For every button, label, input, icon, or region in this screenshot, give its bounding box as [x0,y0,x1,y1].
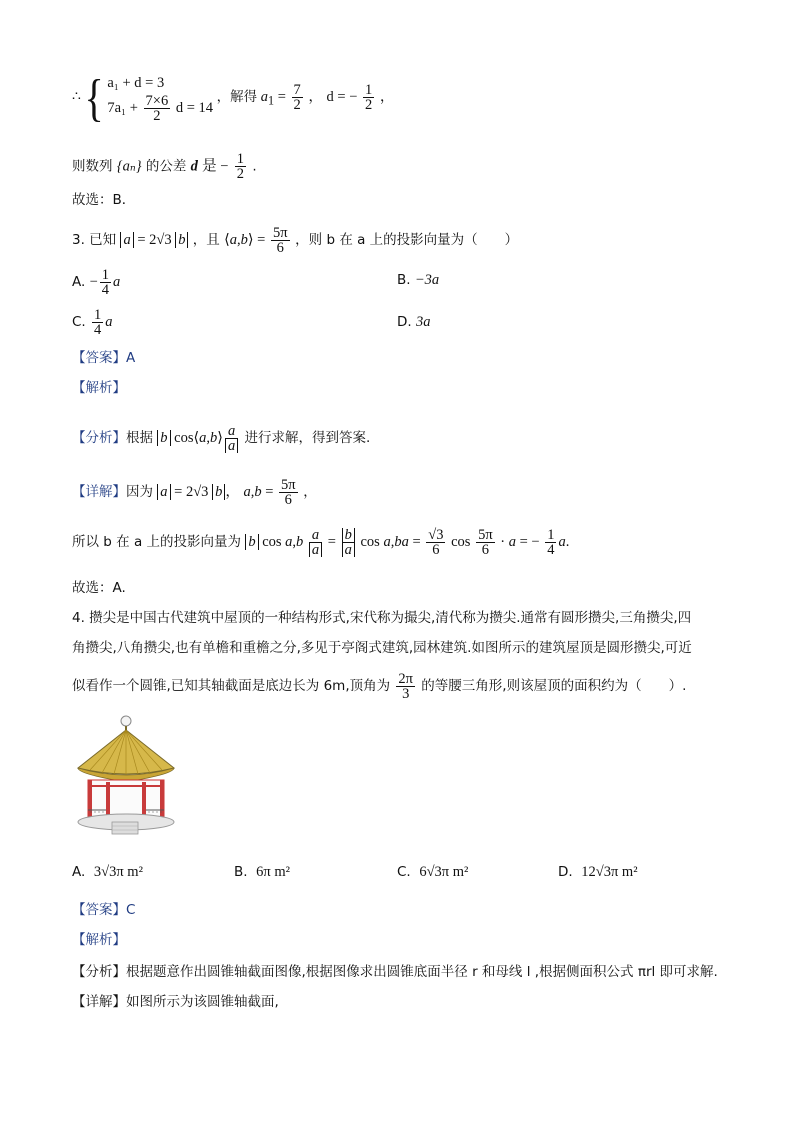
q3-option-a-sign: − [89,273,98,290]
q3-option-b-label: B. [397,272,411,288]
d-den: 2 [365,97,373,113]
q3-result-r3-den: 4 [547,542,555,558]
q3-xiangjie-tag: 【详解】 [72,483,126,500]
q4-line3 [72,668,686,704]
choose-line-2: 故选：A. [72,580,126,596]
q4-option-b [234,864,290,881]
q3-result: 所以 b 在 a 上的投影向量为 b cos a,b $\frac{a}{a}$ = $\frac{b}{a}$ cos a,ba = $\frac{√3}{6}$ cos $\frac{5\pi}{6}$ · a = − $\frac{1}{4}$ a. [72,527,570,558]
d-prefix: ， d = − [308,88,358,105]
q3-result-r2-num: 5π [478,527,493,543]
conclusion-d: d [190,158,198,175]
q4-option-c [397,864,468,881]
conclusion-is: 是 − [202,158,229,175]
q3-option-a-num: 1 [101,267,110,283]
system-eq2-b: d = 14 [175,99,214,116]
q4-answer: 【答案】C [72,902,136,918]
q3-fenxi-text1: 根据 [126,429,153,446]
q3-result-cos-1: cos [262,533,282,550]
q4-option-c-label: C. [397,864,411,880]
q3-prefix: 3. 已知 [72,231,117,248]
q4-angle-den: 3 [402,685,410,702]
q3-result-prefix: 所以 b 在 a 上的投影向量为 [72,533,242,550]
q4-option-a [72,864,143,881]
q3-xiangjie-text1: 因为 [126,483,153,500]
q3-analysis-label: 【解析】 [72,380,126,396]
solution-system: ∴ { a₁ + d = 3 7a₁ + $\frac{7\times 6}{2}$ d = 14 ，解得 $a_1$ = $\frac{7}{2}$ ， d = − $\frac{1}{2}$ ， [72,67,395,127]
q3-result-r2-den: 6 [481,542,489,558]
choose-line-1: 故选：B． [72,192,136,208]
q3-mid: ，且 [192,231,220,248]
q4-option-a-label: A. [72,864,86,880]
conclusion-den: 2 [236,166,245,182]
q4-line1: 4. 攒尖是中国古代建筑中屋顶的一种结构形式,宋代称为撮尖,清代称为攒尖.通常有圆形攒尖,三角攒尖,四 [72,610,692,626]
q3-option-a-den: 4 [101,282,110,298]
system-frac-den: 2 [153,108,161,124]
q4-line2: 角攒尖,八角攒尖,也有单檐和重檐之分,多见于亭阁式建筑,园林建筑.如图所示的建筑屋顶是圆形攒尖,可近 [72,640,692,656]
q4-fenxi: 【分析】根据题意作出圆锥轴截面图像,根据图像求出圆锥底面半径 r 和母线 l ,根据侧面积公式 πrl 即可求解. [72,964,718,980]
q3-xiangjie-eq: = 2√3 [174,483,209,500]
q3-answer: 【答案】A [72,350,136,366]
q4-option-a-value: 3√3π m² [93,864,143,880]
q3-fenxi: 【分析】根据 b cos⟨a,b⟩ $\frac{a}{a}$ 进行求解，得到答案. [72,423,371,454]
conclusion-end: . [252,158,257,175]
pavilion-image [70,712,182,842]
q3-option-d-value: 3a [415,314,431,330]
q3-xiangjie-end: ， [303,483,317,500]
q3-option-a-label: A. [72,273,86,290]
q3-result-r1-den: 6 [432,542,440,558]
system-eq1: a₁ + d = 3 [107,75,165,91]
q3-angle-den: 6 [276,240,284,256]
q3-option-d [397,314,430,331]
a1-den: 2 [293,97,301,113]
q3-option-c-den: 4 [94,322,102,338]
q3-option-d-label: D. [397,314,412,330]
q3-xiangjie-angle-num: 5π [281,477,296,493]
q3-result-r1-num: √3 [428,527,444,543]
q3-result-r3-num: 1 [547,527,555,543]
q3-option-c-num: 1 [94,307,102,323]
q4-analysis-label: 【解析】 [72,932,126,948]
solve-text: ，解得 [216,88,258,105]
q3-stem: 3. 已知 a = 2√3 b ，且 ⟨a,b⟩ = $\frac{5\pi}{6}$ ，则 b 在 a 上的投影向量为（ ） [72,225,519,256]
q4-option-b-label: B. [234,864,248,880]
conclusion-mid: 的公差 [145,158,187,175]
q3-xiangjie-angle-den: 6 [284,492,292,508]
q3-suffix: ，则 b 在 a 上的投影向量为（ ） [295,231,519,248]
q3-option-a: A. − $\frac{1}{4}$ a [72,267,121,298]
a1-num: 7 [293,82,301,98]
system-tail: ， [379,88,395,105]
q3-option-c: C. $\frac{1}{4}$ a [72,307,113,338]
q4-angle-num: 2π [398,670,413,687]
q3-angle-num: 5π [272,225,288,241]
q3-result-cos-2: cos [360,533,380,550]
q4-line3-a: 似看作一个圆锥,已知其轴截面是底边长为 6m,顶角为 [72,678,391,694]
system-eq2-a: 7a₁ + [107,99,138,116]
conclusion-seq: {aₙ} [116,158,142,175]
q3-option-c-label: C. [72,313,86,330]
q3-fenxi-text2: 进行求解，得到答案. [244,429,371,446]
system-frac-num: 7×6 [145,93,169,109]
conclusion-num: 1 [236,151,245,167]
q3-xiangjie: 【详解】因为 a = 2√3 b ， a,b = $\frac{5\pi}{6}$ ， [72,477,317,508]
q3-eq: = 2√3 [137,231,172,248]
q4-option-b-value: 6π m² [256,864,290,880]
q4-line3-b: 的等腰三角形,则该屋顶的面积约为（ ）. [421,678,687,694]
q4-option-d [558,864,638,881]
q4-option-d-label: D. [558,864,573,880]
q3-option-b [397,272,439,289]
q4-option-d-value: 12√3π m² [581,864,638,880]
d-num: 1 [365,82,373,98]
conclusion-prefix: 则数列 [72,158,113,175]
conclusion-line [72,152,257,181]
q4-xiangjie: 【详解】如图所示为该圆锥轴截面, [72,994,279,1010]
q4-option-c-value: 6√3π m² [419,864,469,880]
q3-option-b-value: −3a [414,272,440,288]
q3-fenxi-tag: 【分析】 [72,429,126,446]
q3-result-cos-3: cos [451,533,471,550]
